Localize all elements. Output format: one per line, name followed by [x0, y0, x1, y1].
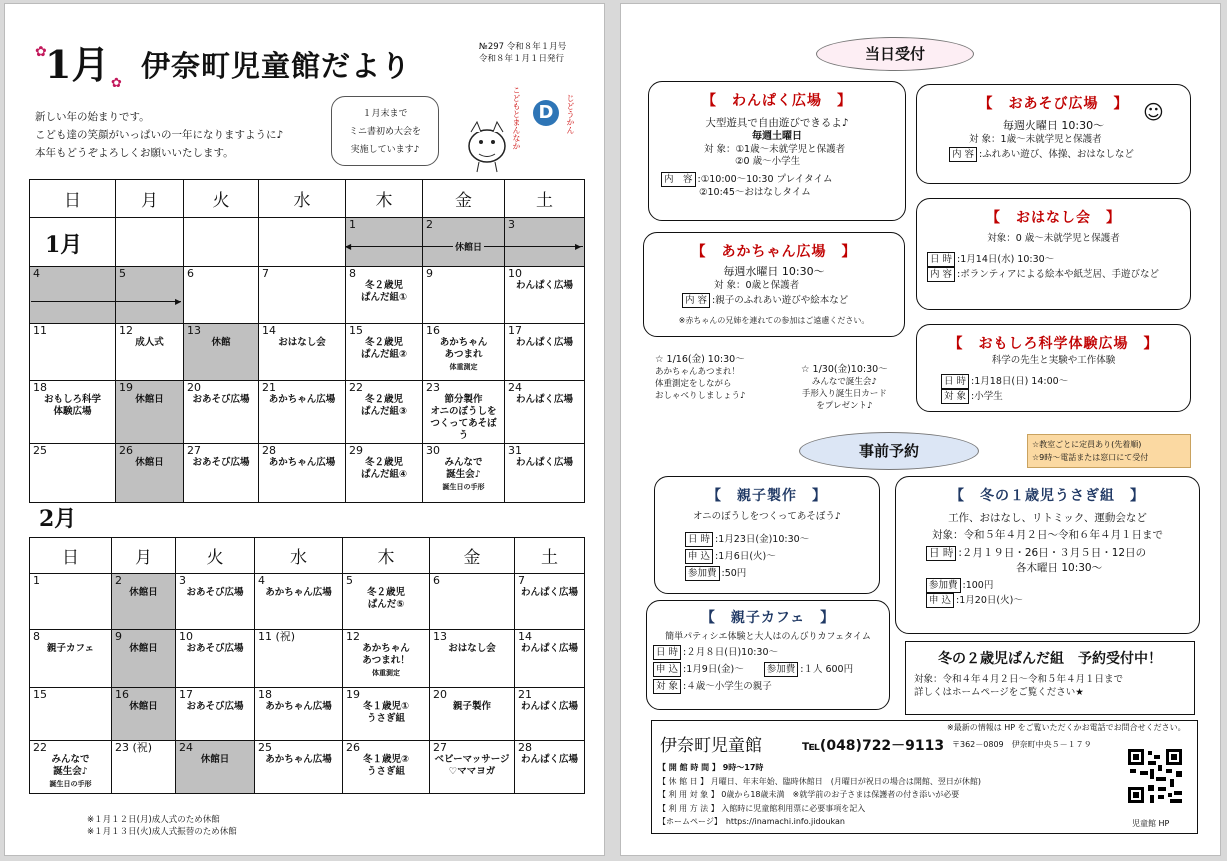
calendar-day-cell	[505, 324, 585, 381]
day-number: 18	[258, 688, 272, 701]
day-number: 25	[258, 741, 272, 754]
day-number: 7	[518, 574, 525, 587]
day-number: 21	[262, 381, 276, 394]
day-number: 12	[346, 630, 360, 643]
kagaku-box: 【 おもしろ科学体験広場 】 科学の先生と実験や工作体験 日 時 :1月18日(日) 14:00～ 対 象 :小学生	[916, 324, 1191, 412]
day-event: おあそび広場	[192, 457, 250, 468]
weekday-header: 日	[30, 180, 116, 218]
weekday-header: 火	[184, 180, 259, 218]
usagi-box: 【 冬の１歳児うさぎ組 】 工作、おはなし、リトミック、運動会など 対象：令和５年４月２日～令和６年４月１日まで 日 時 :２月１９日・26日・３月５日・12日の 各木曜日 10:30～ 参加費 :100円 申 込 :1月20日(火)～	[895, 476, 1200, 634]
calendar-day-cell	[30, 741, 112, 794]
day-number: 6	[433, 574, 440, 587]
day-event: 冬２歳児 ぱんだ組①	[360, 280, 408, 303]
calendar-day-cell	[30, 688, 112, 741]
closed-label: 休館日	[453, 240, 484, 253]
day-event: 冬１歳児② うさぎ組	[362, 754, 410, 777]
calendar-day-cell	[343, 688, 430, 741]
facility-info-box: ※最新の情報は HP をご覧いただくかお電話でお問合せください。 伊奈町児童館 ℡(048)722－9113 〒362－0809 伊奈町中央５－１７９ 【 開 館 時 間 】 9時～17時 【 休 館 日 】 月曜日、年末年始、臨時休館日 (月曜日が祝日の場合は開館、翌日が休館) 【 利 用 対 象 】 0歳から18歳未満 ※就学前のお子さまは保護者の付き添いが必要 【 利 用 方 法 】 入館時に児童館利用票に必要事項を記入 【ホームページ】 https://inamachi.info.jidoukan 児童館 HP	[651, 720, 1198, 834]
calendar-day-cell	[505, 218, 585, 267]
day-event: あかちゃん広場	[265, 701, 332, 712]
day-number: 25	[33, 444, 47, 457]
qr-caption: 児童館 HP	[1132, 819, 1170, 828]
calendar-day-cell	[116, 444, 184, 503]
day-event: おはなし会	[448, 643, 496, 654]
calendar-day-cell	[423, 381, 505, 444]
day-number: 27	[433, 741, 447, 754]
calendar-day-cell	[515, 574, 585, 630]
oasobi-box: 【 おあそび広場 】 毎週火曜日 10:30～ 対 象：1歳～未就学児と保護者 内 容 :ふれあい遊び、体操、おはなしなど	[916, 84, 1191, 184]
day-event: 成人式	[135, 337, 164, 348]
calendar-day-cell	[505, 381, 585, 444]
calendar-day-cell	[430, 688, 515, 741]
akachan-title: 【 あかちゃん広場 】	[691, 244, 857, 260]
weekday-header: 金	[430, 538, 515, 574]
calendar-day-cell	[346, 444, 423, 503]
calendar-day-cell	[343, 574, 430, 630]
calendar-day-cell	[259, 444, 346, 503]
calendar-day-cell	[176, 630, 255, 688]
day-event: 親子カフェ	[46, 643, 95, 654]
calendar-day-cell	[176, 574, 255, 630]
calendar-day-cell	[184, 267, 259, 324]
closed-period-arrow	[31, 301, 181, 302]
day-number: 26	[346, 741, 360, 754]
kodomo-mannaka-logo: D こどもとまんなか じどうかん	[512, 86, 575, 150]
day-event: わんぱく広場	[515, 280, 573, 291]
calendar-day-cell	[30, 324, 116, 381]
day-number: 28	[518, 741, 532, 754]
ohanashi-title: 【 おはなし会 】	[986, 210, 1121, 226]
day-number: 4	[33, 267, 40, 280]
day-number: 7	[262, 267, 269, 280]
day-event: あかちゃん広場	[265, 754, 332, 765]
day-number: 29	[349, 444, 363, 457]
day-number: 8	[349, 267, 356, 280]
day-event: あかちゃん広場	[268, 394, 336, 405]
day-number: 24	[508, 381, 522, 394]
weekday-header: 水	[255, 538, 343, 574]
greeting-text: 新しい年の始まりです。 こども達の笑顔がいっぱいの一年になりますように♪ 本年もどうぞよろしくお願いいたします。	[35, 111, 284, 159]
wanpaku-title: 【 わんぱく広場 】	[702, 93, 852, 109]
calendar-day-cell	[116, 381, 184, 444]
issue-number: №297 令和８年１月号	[479, 42, 567, 52]
day-number: 13	[433, 630, 447, 643]
weekday-header: 月	[116, 180, 184, 218]
facility-name: 伊奈町児童館	[660, 736, 762, 756]
day-event: 冬２歳児 ぱんだ組④	[360, 457, 408, 480]
oyako-seisaku-box: 【 親子製作 】 オニのぼうしをつくってあそぼう♪ 日 時 :1月23日(金)10:30～ 申 込 :1月6日(火)～ 参加費 :50円	[654, 476, 880, 594]
calendar-day-cell	[184, 324, 259, 381]
event-subnote: 誕生日の手形	[442, 483, 485, 491]
day-event: わんぱく広場	[515, 337, 573, 348]
day-number: 13	[187, 324, 201, 337]
weekday-header: 木	[343, 538, 430, 574]
day-number: 16	[115, 688, 129, 701]
day-number: 24	[179, 741, 193, 754]
calendar-day-cell	[515, 741, 585, 794]
calendar-day-cell	[259, 267, 346, 324]
day-number: 15	[349, 324, 363, 337]
calendar-week-row	[30, 324, 585, 381]
akachan-box: 【 あかちゃん広場 】 毎週水曜日 10:30～ 対 象：0歳と保護者 内 容 :親子のふれあい遊びや絵本など ※赤ちゃんの兄姉を連れての参加はご遠慮ください。	[643, 232, 905, 337]
calendar-week-row	[30, 381, 585, 444]
day-event: おはなし会	[278, 337, 326, 348]
day-number: 10	[508, 267, 522, 280]
calendar-day-cell	[116, 267, 184, 324]
baby-gathering-memo: ☆ 1/16(金) 10:30～ あかちゃんあつまれ！ 体重測定をしながら おしゃべりしましょう♪	[655, 354, 746, 401]
calendar-day-cell	[346, 381, 423, 444]
calendar-day-cell	[176, 741, 255, 794]
day-number: 23 (祝)	[115, 741, 153, 754]
february-calendar	[29, 537, 585, 794]
day-event: わんぱく広場	[520, 701, 578, 712]
january-small-badge: 1月	[45, 232, 83, 258]
day-number: 8	[33, 630, 40, 643]
day-event: おあそび広場	[186, 701, 244, 712]
day-event: わんぱく広場	[515, 457, 573, 468]
january-badge: 1月	[45, 42, 110, 87]
weekday-header: 月	[112, 538, 176, 574]
day-event: あかちゃん あつまれ	[439, 337, 488, 360]
day-number: 19	[346, 688, 360, 701]
day-event: おあそび広場	[192, 394, 250, 405]
horse-mascot-icon	[457, 114, 517, 174]
closure-notes: ※１月１２日(月)成人式のため休館 ※１月１３日(火)成人式振替のため休館	[87, 815, 237, 837]
day-event: わんぱく広場	[520, 754, 578, 765]
day-number: 28	[262, 444, 276, 457]
day-number: 22	[33, 741, 47, 754]
calendar-day-cell	[30, 574, 112, 630]
day-event: わんぱく広場	[520, 587, 578, 598]
day-number: 2	[115, 574, 122, 587]
calendar-day-cell	[259, 381, 346, 444]
usagi-title: 【 冬の１歳児うさぎ組 】	[950, 488, 1145, 504]
calendar-day-cell	[430, 630, 515, 688]
wanpaku-box: 【 わんぱく広場 】 大型遊具で自由遊びできるよ♪ 毎週土曜日 対 象：①1歳～未就学児と保護者 ②0 歳～小学生 内 容 :①10:00～10:30 プレイタイム ②10:45～おはなしタイム	[648, 81, 906, 221]
phone-number: ℡(048)722－9113	[802, 738, 945, 754]
day-number: 6	[187, 267, 194, 280]
day-number: 1	[33, 574, 40, 587]
weekday-header: 土	[515, 538, 585, 574]
day-event: みんなで 誕生会♪	[51, 754, 90, 777]
day-event: 休館	[211, 337, 231, 348]
page-title: 伊奈町児童館だより	[141, 49, 412, 83]
day-event: みんなで 誕生会♪	[444, 457, 483, 480]
calendar-day-cell	[30, 267, 116, 324]
oyako-seisaku-title: 【 親子製作 】	[707, 488, 827, 504]
weekday-header: 日	[30, 538, 112, 574]
day-number: 19	[119, 381, 133, 394]
calendar-day-cell	[515, 688, 585, 741]
calendar-day-cell	[505, 267, 585, 324]
calendar-day-cell	[423, 444, 505, 503]
calendar-day-cell	[423, 324, 505, 381]
day-number: 4	[258, 574, 265, 587]
day-number: 30	[426, 444, 440, 457]
day-event: あかちゃん広場	[265, 587, 332, 598]
calendar-day-cell	[116, 218, 184, 267]
newsletter-left-page: 1月 ✿ ✿ 伊奈町児童館だより №297 令和８年１月号 令和８年１月１日発行 新しい年の始まりです。 こども達の笑顔がいっぱいの一年になりますように♪ 本年もどうぞよろしくお願いいたします。 １月末まで ミニ書初め大会を 実施しています♪ D こどもとまんなか じどうかん 日 月 火 水 木 金 土 1 2 3 4 5 6 7 8 冬２歳児 ぱんだ組① 9 10 わんぱく広場 11 12 成人式 13 休館 14 おはなし会 15 冬２歳児 ぱんだ組② 16 あかちゃん あつまれ 体重測定 17 わんぱく広場 18 おもしろ科学 体験広場 19 休館日 20 おあそび広場 21 あかちゃん広場 22 冬２歳児 ぱんだ組③ 23 節分製作 オニのぼうしを つくってあそぼう 24 わんぱく広場 25 26 休館日 27 おあそび広場 28 あかちゃん広場 29 冬２歳児 ぱんだ組④ 30 みんなで 誕生会♪ 誕生日の手形 31 わんぱく広場 ◀ ▶ 休館日 ▶ 1月 2月 日 月 火 水 木 金 土 1 2 休館日 3 おあそび広場 4 あかちゃん広場 5 冬２歳児 ぱんだ⑤ 6 7 わんぱく広場 8 親子カフェ 9 休館日 10 おあそび広場 11 (祝) 12 あかちゃん あつまれ！ 体重測定 13 おはなし会 14 わんぱく広場 15 16 休館日 17 おあそび広場 18 あかちゃん広場 19 冬１歳児① うさぎ組 20 親子製作 21 わんぱく広場 22 みんなで 誕生会♪ 誕生日の手形 23 (祝) 24 休館日 25 あかちゃん広場 26 冬１歳児② うさぎ組 27 ベビーマッサージ ♡ママヨガ 28 わんぱく広場 ※１月１２日(月)成人式のため休館 ※１月１３日(火)成人式振替のため休館	[4, 3, 605, 856]
day-number: 26	[119, 444, 133, 457]
day-number: 10	[179, 630, 193, 643]
calendar-day-cell	[184, 444, 259, 503]
newsletter-right-page	[620, 3, 1221, 856]
calendar-day-cell	[423, 267, 505, 324]
day-number: 14	[262, 324, 276, 337]
day-event: 休館日	[135, 394, 164, 405]
reservation-heading: 事前予約	[799, 432, 979, 470]
weekday-header-row	[30, 538, 585, 574]
calendar-day-cell	[112, 741, 176, 794]
day-event: 冬２歳児 ぱんだ組③	[360, 394, 408, 417]
day-number: 20	[187, 381, 201, 394]
qr-code-icon[interactable]	[1126, 747, 1184, 805]
day-event: わんぱく広場	[515, 394, 573, 405]
day-number: 31	[508, 444, 522, 457]
calendar-week-row	[30, 218, 585, 267]
calendar-day-cell	[30, 444, 116, 503]
flower-icon: ✿	[35, 44, 47, 60]
weekday-header: 金	[423, 180, 505, 218]
day-event: 冬２歳児 ぱんだ組②	[360, 337, 408, 360]
calendar-day-cell	[255, 741, 343, 794]
event-subnote: 体重測定	[372, 669, 400, 677]
day-event: あかちゃん広場	[268, 457, 336, 468]
day-event: ベビーマッサージ ♡ママヨガ	[434, 754, 510, 777]
calendar-day-cell	[343, 630, 430, 688]
panda-group-notice: 冬の２歳児ぱんだ組 予約受付中！ 対象：令和４年４月２日～令和５年４月１日まで 詳しくはホームページをご覧ください★	[905, 641, 1195, 715]
calendar-day-cell	[430, 741, 515, 794]
weekday-header-row	[30, 180, 585, 218]
ohanashi-box: 【 おはなし会 】 対象：0 歳～未就学児と保護者 日 時 :1月14日(水) 10:30～ 内 容 :ボランティアによる絵本や紙芝居、手遊びなど	[916, 198, 1191, 310]
day-event: 休館日	[200, 754, 230, 765]
oyako-cafe-title: 【 親子カフェ 】	[700, 610, 836, 626]
issue-date: 令和８年１月１日発行	[479, 54, 565, 64]
calendar-day-cell	[259, 324, 346, 381]
day-number: 5	[119, 267, 126, 280]
weekday-header: 木	[346, 180, 423, 218]
day-event: 冬２歳児 ぱんだ⑤	[366, 587, 405, 610]
day-number: 23	[426, 381, 440, 394]
calendar-day-cell	[505, 444, 585, 503]
day-number: 18	[33, 381, 47, 394]
calendar-day-cell	[346, 218, 423, 267]
oyako-cafe-box: 【 親子カフェ 】 簡単パティシエ体験と大人はのんびりカフェタイム 日 時 :２月８日(日)10:30～ 申 込 :1月9日(金)～ 参加費 :１人 600円 対 象 :４歳～小学生の親子	[646, 600, 890, 710]
calendar-day-cell	[30, 630, 112, 688]
day-number: 3	[508, 218, 515, 231]
flower-icon: ✿	[111, 76, 122, 91]
january-calendar	[29, 179, 585, 503]
calendar-day-cell	[255, 630, 343, 688]
calendar-day-cell	[259, 218, 346, 267]
day-number: 20	[433, 688, 447, 701]
day-number: 22	[349, 381, 363, 394]
children-illustration-icon: ☺	[1143, 100, 1164, 124]
calendar-day-cell	[116, 324, 184, 381]
day-number: 17	[179, 688, 193, 701]
event-subnote: 誕生日の手形	[49, 780, 92, 788]
day-number: 15	[33, 688, 47, 701]
day-event: あかちゃん あつまれ！	[362, 643, 410, 666]
calendar-day-cell	[112, 688, 176, 741]
kagaku-title: 【 おもしろ科学体験広場 】	[948, 336, 1159, 352]
day-event: 休館日	[135, 457, 164, 468]
calendar-week-row	[30, 444, 585, 503]
calendar-day-cell	[255, 574, 343, 630]
calendar-week-row	[30, 630, 585, 688]
walk-in-heading: 当日受付	[816, 37, 974, 71]
calendar-day-cell	[112, 574, 176, 630]
calendar-day-cell	[255, 688, 343, 741]
day-event: 冬１歳児① うさぎ組	[362, 701, 410, 724]
event-subnote: 体重測定	[449, 363, 478, 371]
oasobi-title: 【 おあそび広場 】	[978, 96, 1129, 112]
day-event: 休館日	[129, 587, 158, 598]
day-number: 12	[119, 324, 133, 337]
facility-details: 【 開 館 時 間 】 9時～17時 【 休 館 日 】 月曜日、年末年始、臨時休館日 (月曜日が祝日の場合は開館、翌日が休館) 【 利 用 対 象 】 0歳から18歳未満 ※就学前のお子さまは保護者の付き添いが必要 【 利 用 方 法 】 入館時に児童館利用票に必要事項を記入 【ホームページ】 https://inamachi.info.jidoukan	[658, 763, 981, 826]
calendar-week-row	[30, 688, 585, 741]
birthday-memo: ☆ 1/30(金)10:30～ みんなで誕生会♪ 手形入り誕生日カード をプレゼント♪	[801, 364, 888, 411]
weekday-header: 水	[259, 180, 346, 218]
calligraphy-bubble: １月末まで ミニ書初め大会を 実施しています♪	[331, 96, 439, 166]
weekday-header: 土	[505, 180, 585, 218]
day-number: 9	[115, 630, 122, 643]
day-number: 11 (祝)	[258, 630, 296, 643]
calendar-week-row	[30, 741, 585, 794]
day-event: おあそび広場	[186, 643, 244, 654]
calendar-day-cell	[515, 630, 585, 688]
day-number: 1	[349, 218, 356, 231]
calendar-day-cell	[430, 574, 515, 630]
day-number: 5	[346, 574, 353, 587]
calendar-day-cell	[30, 381, 116, 444]
weekday-header: 火	[176, 538, 255, 574]
day-event: わんぱく広場	[520, 643, 578, 654]
day-number: 27	[187, 444, 201, 457]
calendar-day-cell	[184, 381, 259, 444]
address: 〒362－0809 伊奈町中央５－１７９	[952, 740, 1092, 749]
calendar-day-cell	[343, 741, 430, 794]
day-number: 14	[518, 630, 532, 643]
day-number: 21	[518, 688, 532, 701]
calendar-day-cell	[184, 218, 259, 267]
day-event: 節分製作 オニのぼうしを つくってあそぼう	[430, 394, 497, 441]
day-event: 親子製作	[452, 701, 491, 712]
reservation-note: ☆教室ごとに定員あり(先着順) ☆9時～電話または窓口にて受付	[1027, 434, 1191, 468]
calendar-day-cell	[176, 688, 255, 741]
calendar-day-cell	[346, 324, 423, 381]
calendar-day-cell	[346, 267, 423, 324]
day-event: 休館日	[129, 643, 158, 654]
calendar-week-row	[30, 267, 585, 324]
day-event: おもしろ科学 体験広場	[43, 394, 101, 417]
calendar-week-row	[30, 574, 585, 630]
february-badge: 2月	[39, 506, 77, 532]
day-number: 9	[426, 267, 433, 280]
day-event: 休館日	[129, 701, 158, 712]
day-number: 3	[179, 574, 186, 587]
day-number: 16	[426, 324, 440, 337]
day-number: 17	[508, 324, 522, 337]
calendar-day-cell	[112, 630, 176, 688]
day-number: 2	[426, 218, 433, 231]
day-number: 11	[33, 324, 47, 337]
day-event: おあそび広場	[186, 587, 244, 598]
